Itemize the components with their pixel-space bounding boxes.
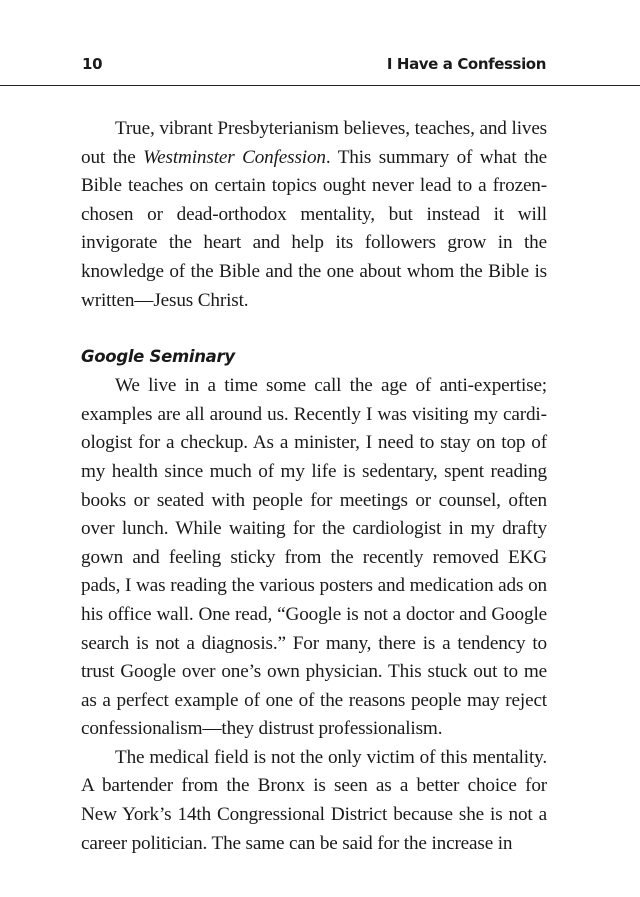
book-title: Westminster Confession (143, 146, 326, 168)
section-heading: Google Seminary (81, 347, 235, 367)
paragraph (81, 115, 547, 315)
page-header (0, 0, 640, 90)
paragraph-text: True, vibrant Presbyterianism believes, teaches, and lives out the (81, 118, 547, 168)
page-number: 10 (82, 55, 103, 73)
paragraph: The medical field is not the only victim of this mentality. A bartender from the Bronx is seen as a better choice for New York’s 14th Congressional District because she is not a career politician. The same can be said for the increase in (81, 746, 547, 854)
running-title: I Have a Confession (386, 55, 546, 73)
paragraph-text: . This summary of what the Bible teaches on certain topics ought never lead to a frozen-chosen or dead-orthodox mentality, but instead it will invigorate the heart and help its followers grow in the knowledge of the Bible and the one about whom the Bible is written—Jesus Christ. (81, 146, 548, 311)
body-text (81, 115, 547, 858)
paragraph: We live in a time some call the age of anti-expertise; examples are all around us. Recently I was visiting my cardiologist for a checkup. As a minister, I need to stay on top of my health since much of my life is sedentary, spent reading books or seated with people for meetings or counsel, often over lunch. While waiting for the cardiologist in my drafty gown and feeling sticky from the recently removed EKG pads, I was reading the various posters and medication ads on his office wall. One read, “Google is not a doctor and Google search is not a diagnosis.” For many, there is a tendency to trust Google over one’s own physician. This stuck out to me as a perfect example of one of the reasons people may reject confessionalism—they distrust professionalism. (81, 375, 547, 740)
header-rule (0, 85, 640, 86)
